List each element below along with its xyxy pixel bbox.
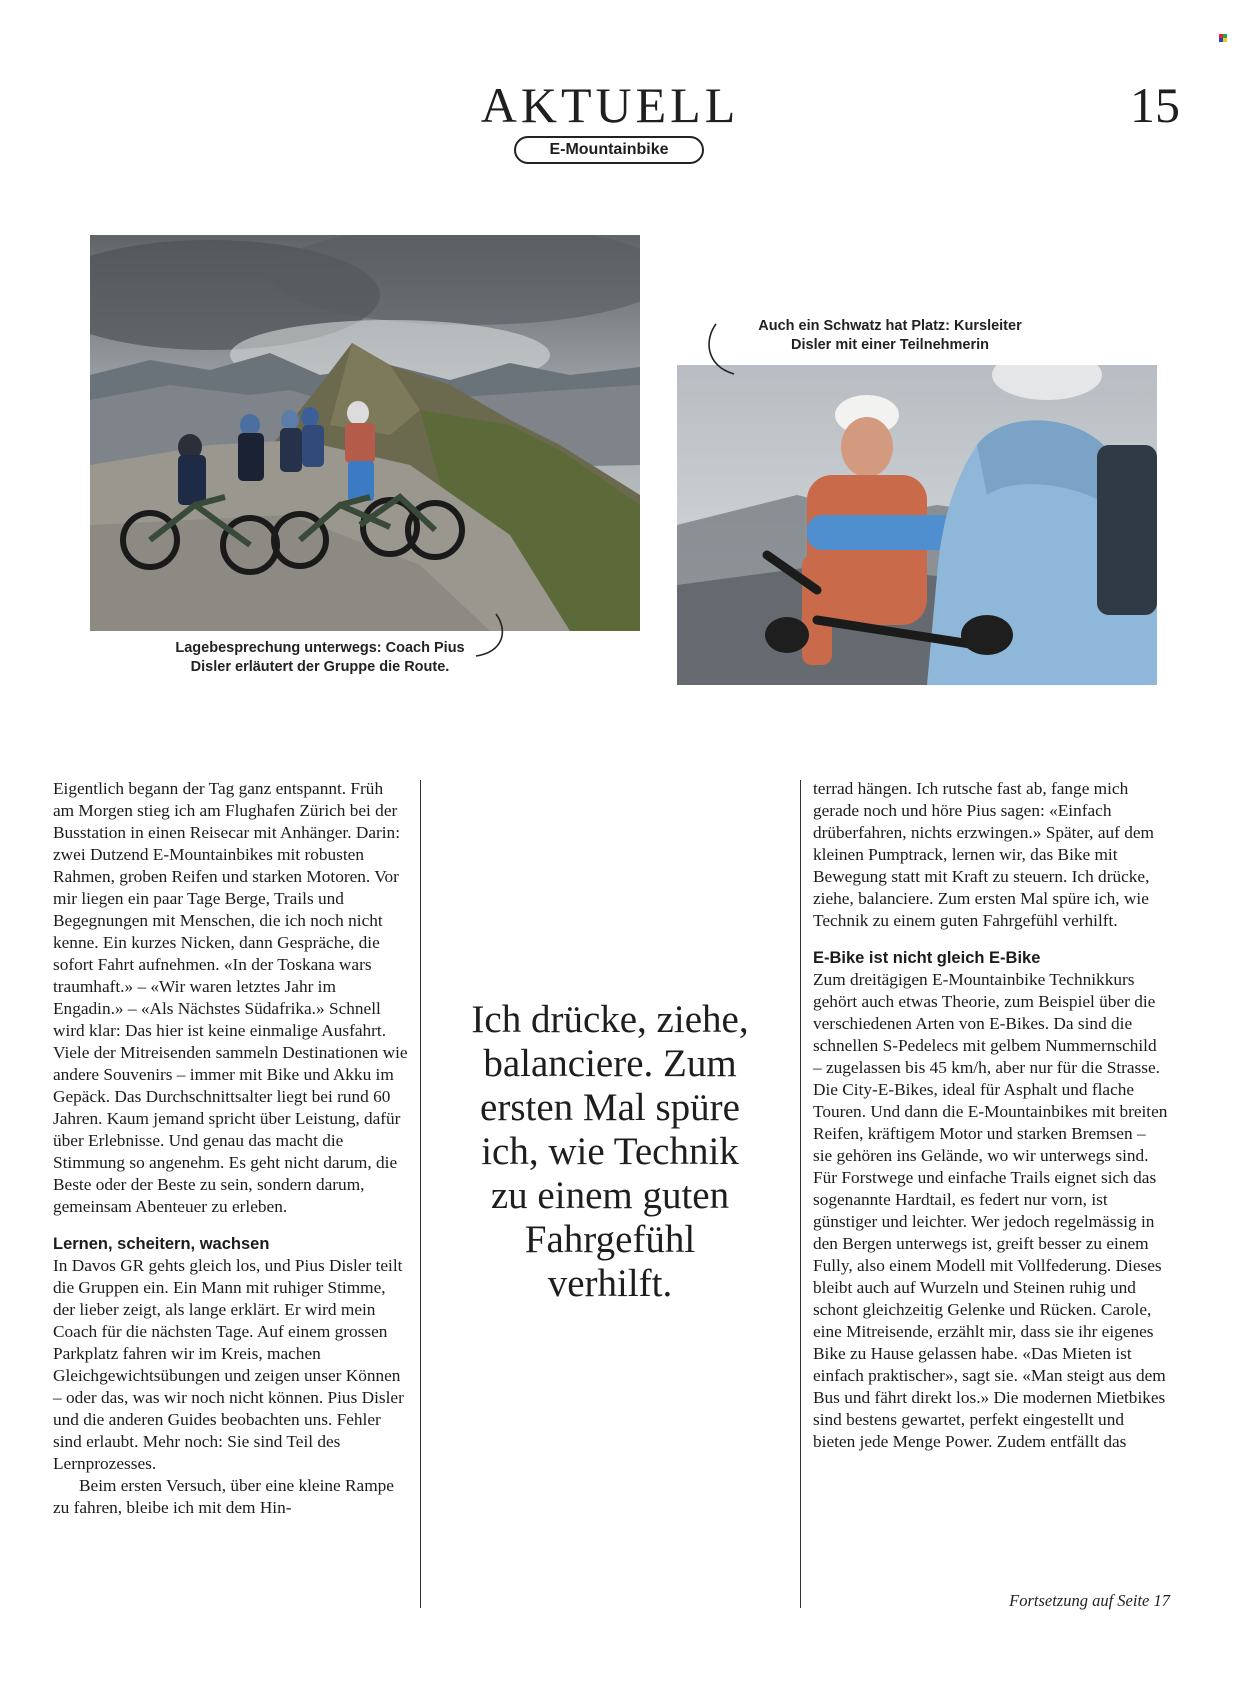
- column-divider-left: [420, 780, 421, 1608]
- article-column-right: [813, 778, 1168, 1453]
- group-mountain-photo: [90, 235, 640, 631]
- article-column-left: [53, 778, 408, 1519]
- subheading-learning: Lernen, scheitern, wachsen: [53, 1235, 270, 1253]
- page-number: 15: [1130, 77, 1180, 133]
- section-title: AKTUELL: [480, 77, 740, 133]
- subheading-ebike-types: E-Bike ist nicht gleich E-Bike: [813, 949, 1041, 967]
- print-registration-mark: [1219, 34, 1227, 42]
- caption-right-bracket: [704, 322, 740, 378]
- article-paragraph: Zum dreitägigen E-Mountainbike Technikkurs gehört auch etwas Theorie, zum Beispiel über die verschiedenen Arten von E-Bikes. Da sind die schnellen S-Pedelecs mit gelbem Nummernschild – zugelassen bis 45 km/h, aber nur für die Strasse. Die City-E-Bikes, ideal für Asphalt und flache Touren. Und dann die E-Mountainbikes mit breiten Reifen, kräftigem Motor und starken Bremsen – sie gehören ins Gelände, wo wir unterwegs sind. Für Forstwege und einfache Trails eignet sich das sogenannte Hardtail, es federt nur vorn, ist günstiger und leichter. Wer jedoch regelmässig in den Bergen unterwegs ist, greift besser zu einem Fully, also einem Modell mit Vollfederung. Dieses bleibt auch auf Wurzeln und Steinen ruhig und schont gleichzeitig Gelenke und Rücken. Carole, eine Mitreisende, erzählt mir, dass sie ihr eigenes Bike zu Hause gelassen habe. «Das Mieten ist einfach praktischer», sagt sie. «Man steigt aus dem Bus und fährt direkt los.» Die modernen Mietbikes sind bestens gewartet, perfekt eingestellt und bieten jede Menge Power. Zudem entfällt das: [813, 970, 1168, 1451]
- column-divider-right: [800, 780, 801, 1608]
- right-caption-line-2: Disler mit einer Teilnehmerin: [791, 337, 989, 353]
- right-caption-line-1: Auch ein Schwatz hat Platz: Kursleiter: [758, 318, 1022, 334]
- article-paragraph: Beim ersten Versuch, über eine kleine Rampe zu fahren, bleibe ich mit dem Hin-: [53, 1476, 394, 1517]
- left-photo-caption: [150, 639, 490, 677]
- article-paragraph: Eigentlich begann der Tag ganz entspannt. Früh am Morgen stieg ich am Flughafen Zürich bei der Busstation in einen Reisecar mit Anhänger. Darin: zwei Dutzend E-Mountainbikes mit robusten Rahmen, groben Reifen und starken Motoren. Vor mir liegen ein paar Tage Berge, Trails und Begegnungen mit Menschen, die ich noch nicht kenne. Ein kurzes Nicken, dann Gespräche, die sofort Fahrt aufnehmen. «In der Toskana wars traumhaft.» – «Wir waren letztes Jahr im Engadin.» – «Als Nächstes Südafrika.» Schnell wird klar: Das hier ist keine einmalige Ausfahrt. Viele der Mitreisenden sammeln Destinationen wie andere Souvenirs – immer mit Bike und Akku im Gepäck. Das Durchschnittsalter liegt bei rund 60 Jahren. Kaum jemand spricht über Leistung, dafür über Erlebnisse. Und genau das macht die Stimmung so angenehm. Es geht nicht darum, die Beste oder der Beste zu sein, sondern darum, gemeinsam Abenteuer zu erleben.: [53, 779, 408, 1216]
- pull-quote: Ich drücke, ziehe, balanciere. Zum ersten Mal spüre ich, wie Technik zu einem guten Fahrgefühl verhilft.: [471, 998, 749, 1305]
- coach-participant-photo: [677, 365, 1157, 685]
- continued-on-page: Fortsetzung auf Seite 17: [1009, 1591, 1170, 1610]
- right-photo-caption: [720, 317, 1060, 355]
- article-paragraph: In Davos GR gehts gleich los, und Pius Disler teilt die Gruppen ein. Ein Mann mit ruhiger Stimme, der lieber zeigt, als lange erklärt. Er wird mein Coach für die nächsten Tage. Auf einem grossen Parkplatz fahren wir im Kreis, machen Gleichgewichtsübungen und zeigen unser Können – oder das, was wir noch nicht können. Pius Disler und die anderen Guides beobachten uns. Fehler sind erlaubt. Mehr noch: Sie sind Teil des Lernprozesses.: [53, 1256, 404, 1473]
- left-caption-line-2: Disler erläutert der Gruppe die Route.: [190, 659, 450, 675]
- article-paragraph: terrad hängen. Ich rutsche fast ab, fange mich gerade noch und höre Pius sagen: «Einfach drüberfahren, nichts erzwingen.» Später, auf dem kleinen Pumptrack, lernen wir, das Bike mit Bewegung statt mit Kraft zu steuern. Ich drücke, ziehe, balanciere. Zum ersten Mal spüre ich, wie Technik zu einem guten Fahrgefühl verhilft.: [813, 779, 1154, 930]
- section-tag: E-Mountainbike: [514, 136, 704, 164]
- caption-left-bracket: [468, 612, 508, 662]
- left-caption-line-1: Lagebesprechung unterwegs: Coach Pius: [175, 640, 465, 656]
